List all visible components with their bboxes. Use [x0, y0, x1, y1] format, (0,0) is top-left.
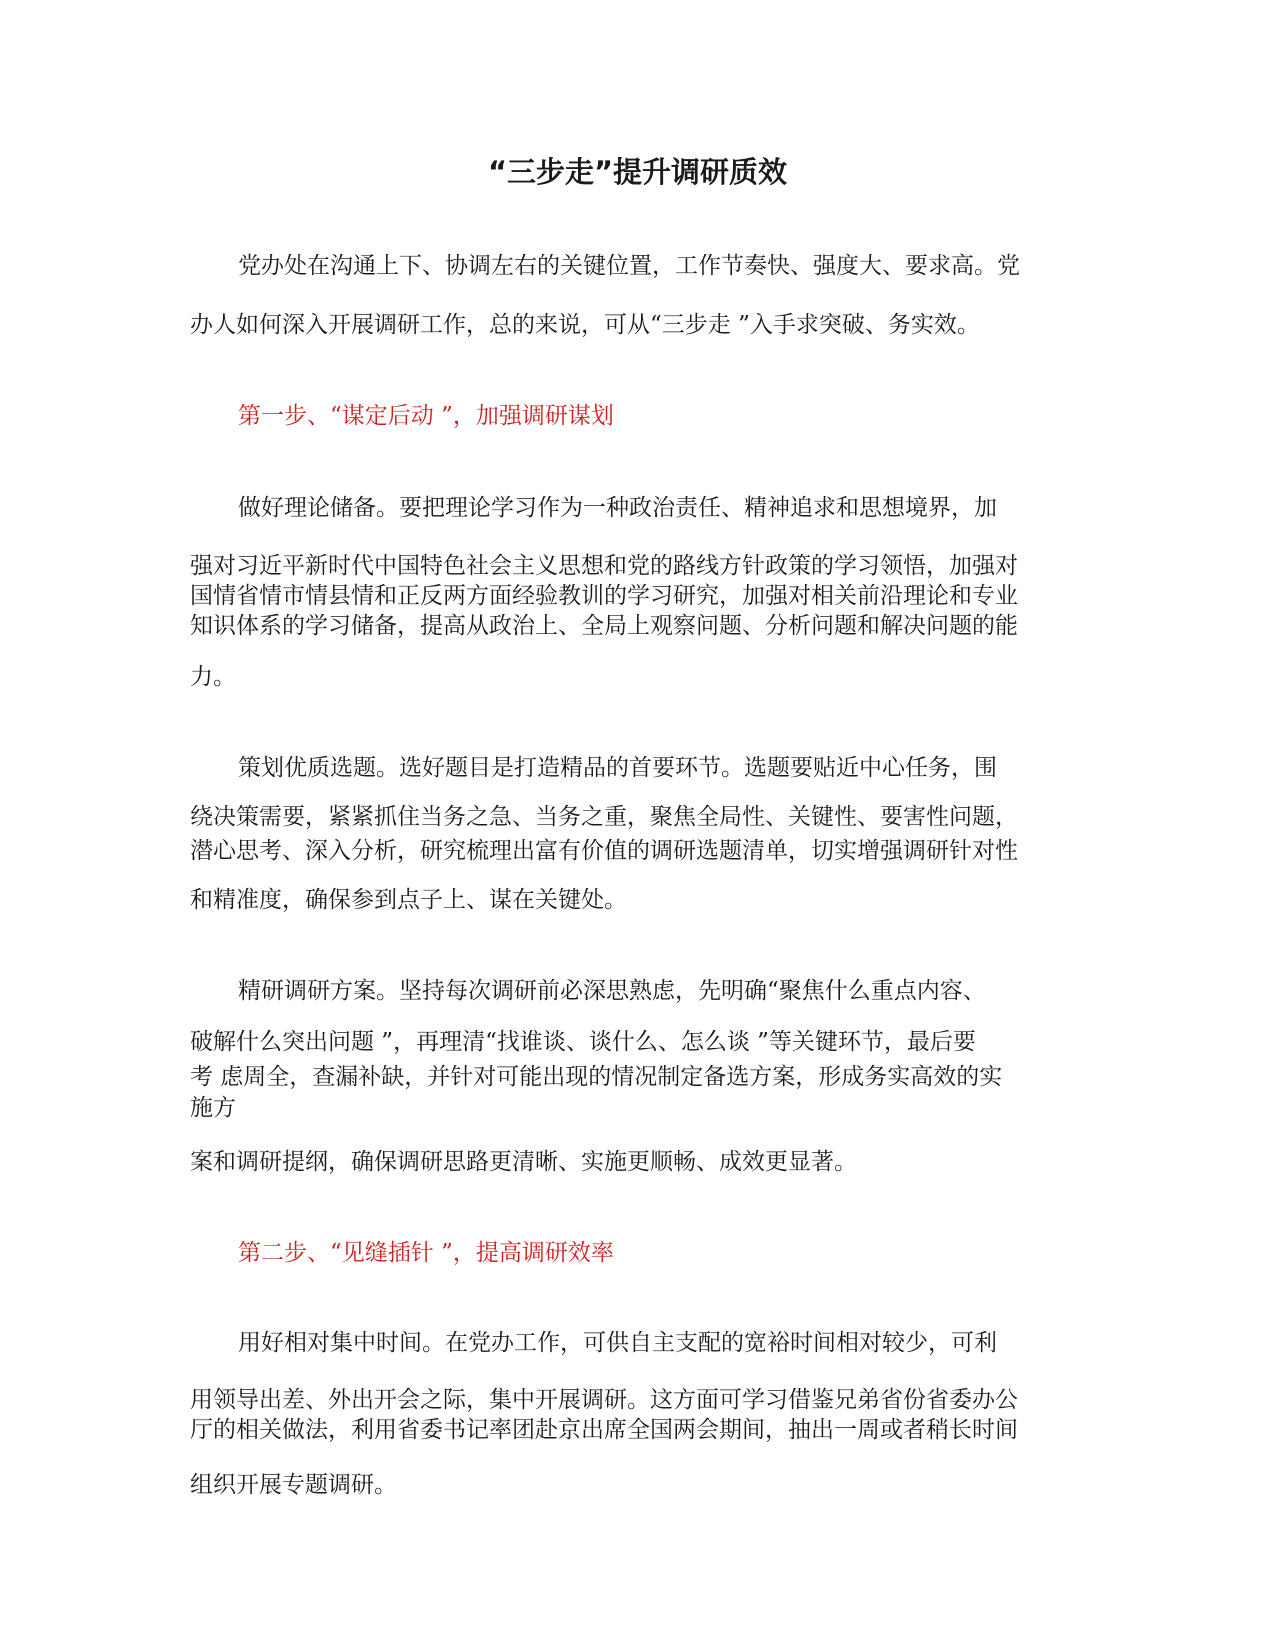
paragraph-line: 案和调研提纲，确保调研思路更清晰、实施更顺畅、成效更显著。 [190, 1149, 857, 1175]
intro-line-1: 党办处在沟通上下、协调左右的关键位置，工作节奏快、强度大、要求高。党 [238, 253, 1020, 279]
paragraph-line: 厅的相关做法，利用省委书记率团赴京出席全国两会期间，抽出一周或者稍长时间 [190, 1417, 1018, 1443]
document-title: “三步走”提升调研质效 [487, 155, 788, 189]
paragraph-line: 精研调研方案。坚持每次调研前必深思熟虑，先明确“聚焦什么重点内容、 [238, 978, 986, 1004]
section-heading-step-two: 第二步、“见缝插针 ”，提高调研效率 [238, 1240, 614, 1266]
section-heading-step-one: 第一步、“谋定后动 ”，加强调研谋划 [238, 403, 614, 429]
paragraph-line: 知识体系的学习储备，提高从政治上、全局上观察问题、分析问题和解决问题的能 [190, 613, 1018, 639]
intro-line-2: 办人如何深入开展调研工作，总的来说，可从“三步走 ”入手求突破、务实效。 [190, 312, 980, 338]
paragraph-line: 考 虑周全，查漏补缺，并针对可能出现的情况制定备选方案，形成务实高效的实 [190, 1064, 1003, 1090]
paragraph-line: 做好理论储备。要把理论学习作为一种政治责任、精神追求和思想境界，加 [238, 495, 997, 521]
paragraph-line: 施方 [190, 1095, 236, 1121]
paragraph-line: 策划优质选题。选好题目是打造精品的首要环节。选题要贴近中心任务，围 [238, 755, 997, 781]
paragraph-line: 和精准度，确保参到点子上、谋在关键处。 [190, 887, 627, 913]
paragraph-line: 国情省情市情县情和正反两方面经验教训的学习研究，加强对相关前沿理论和专业 [190, 583, 1018, 609]
paragraph-line: 破解什么突出问题 ”，再理清“找谁谈、谈什么、怎么谈 ”等关键环节，最后要 [190, 1029, 976, 1055]
paragraph-line: 绕决策需要，紧紧抓住当务之急、当务之重，聚焦全局性、关键性、要害性问题， [190, 804, 1018, 830]
paragraph-line: 强对习近平新时代中国特色社会主义思想和党的路线方针政策的学习领悟，加强对 [190, 553, 1018, 579]
paragraph-line: 用领导出差、外出开会之际，集中开展调研。这方面可学习借鉴兄弟省份省委办公 [190, 1387, 1018, 1413]
paragraph-line: 用好相对集中时间。在党办工作，可供自主支配的宽裕时间相对较少，可利 [238, 1330, 997, 1356]
paragraph-line: 组织开展专题调研。 [190, 1472, 397, 1498]
paragraph-line: 潜心思考、深入分析，研究梳理出富有价值的调研选题清单，切实增强调研针对性 [190, 838, 1018, 864]
paragraph-line: 力。 [190, 664, 236, 690]
